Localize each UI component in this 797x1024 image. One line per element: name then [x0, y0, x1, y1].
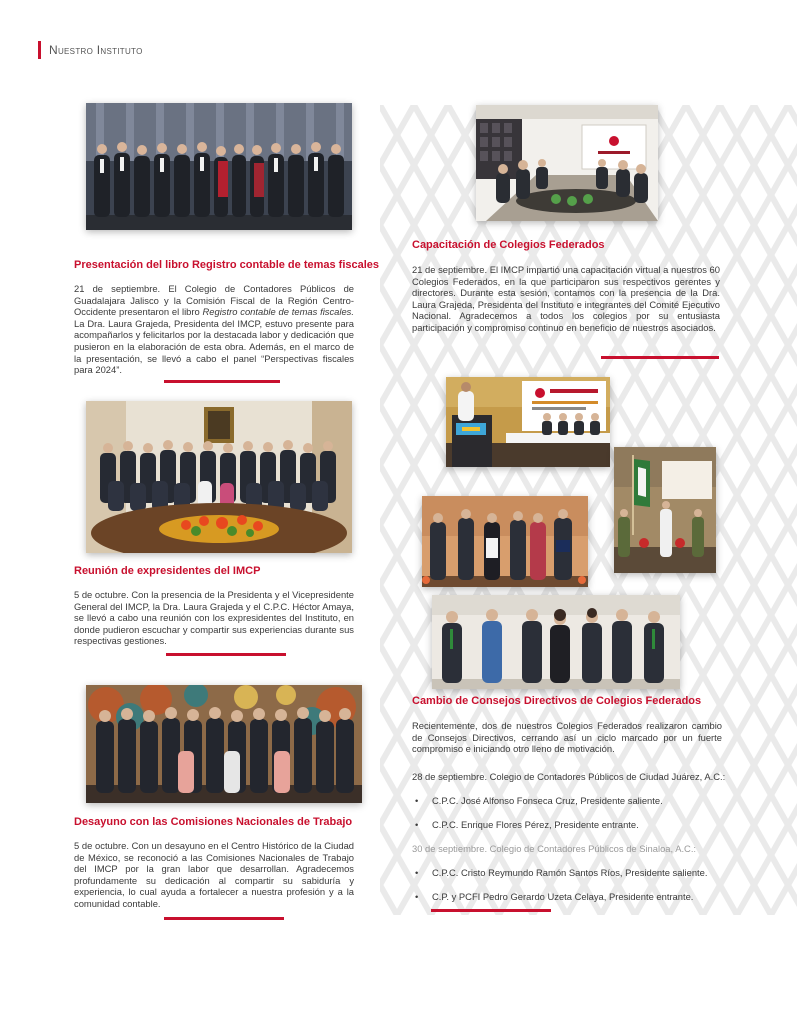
- photo-consejo-bandera: [614, 447, 716, 573]
- bullet-juarez-saliente: • C.P.C. José Alfonso Fonseca Cruz, Presidente saliente.: [415, 795, 663, 806]
- divider-expresidentes: [166, 653, 286, 656]
- section-title: Nuestro Instituto: [49, 43, 143, 57]
- header-accent-bar: [38, 41, 41, 59]
- divider-cambio: [431, 909, 551, 912]
- divider-libro: [164, 380, 280, 383]
- body-libro: 21 de septiembre. El Colegio de Contadores Públicos de Guadalajara Jalisco y la Comisión Fiscal de la Región Centro-Occidente presentaron el libro Registro contable de temas fiscales. La Dra. Laura Grajeda, Presidenta del IMCP, estuvo presente para acompañarlos y felicitarlos por la destacada labor y dedicación que pusieron en la elaboración de esta obra. Además, en el marco de la presentación, se llevó a cabo el panel “Perspectivas fiscales para 2024”.: [74, 283, 354, 376]
- divider-capacitacion: [601, 356, 719, 359]
- body-cambio: Recientemente, dos de nuestros Colegios Federados realizaron cambio de Consejos Directivos, cerrando así un ciclo marcado por un fuerte compromiso e iniciando otro lleno de motivación.: [412, 720, 722, 755]
- title-desayuno: Desayuno con las Comisiones Nacionales de Trabajo: [74, 816, 353, 828]
- running-header: [38, 41, 143, 59]
- body-expresidentes: 5 de octubre. Con la presencia de la Presidenta y el Vicepresidente General del IMCP, la Dra. Laura Grajeda y el C.P.C. Héctor Amaya, se llevó a cabo una reunión con los expresidentes del Instituto, en donde pudieron escuchar y compartir sus experiencias durante sus respectivas gestiones.: [74, 589, 354, 647]
- bullet-sinaloa-entrante: • C.P. y PCFI Pedro Gerardo Uzeta Celaya, Presidente entrante.: [415, 891, 694, 902]
- title-cambio: Cambio de Consejos Directivos de Colegios Federados: [412, 695, 702, 707]
- photo-libro-presentation: [86, 103, 352, 230]
- bullet-juarez-entrante: • C.P.C. Enrique Flores Pérez, Presidente entrante.: [415, 819, 639, 830]
- colegio-sinaloa: 30 de septiembre. Colegio de Contadores Públicos de Sinaloa, A.C.:: [412, 843, 697, 854]
- title-expresidentes: Reunión de expresidentes del IMCP: [74, 565, 261, 577]
- photo-capacitacion: [476, 105, 658, 221]
- body-desayuno: 5 de octubre. Con un desayuno en el Centro Histórico de la Ciudad de México, se reconoció a las Comisiones Nacionales de Trabajo del IMCP por la gran labor que desarrollan. Agradecemos profundamente su dedicación al compartir su sabiduría y experiencia, lo cual ayuda a fortalecer a nuestra profesión y a la comunidad contable.: [74, 840, 354, 909]
- photo-consejo-podium: [446, 377, 610, 467]
- photo-consejo-grupo-1: [422, 496, 588, 587]
- photo-expresidentes: [86, 401, 352, 553]
- photo-desayuno: [86, 685, 362, 803]
- colegio-juarez: 28 de septiembre. Colegio de Contadores Públicos de Ciudad Juárez, A.C.:: [412, 771, 726, 782]
- bullet-sinaloa-saliente: • C.P.C. Cristo Reymundo Ramón Santos Ríos, Presidente saliente.: [415, 867, 708, 878]
- photo-consejo-grupo-2: [432, 595, 680, 689]
- body-capacitacion: 21 de septiembre. El IMCP impartió una capacitación virtual a nuestros 60 Colegios Federados, en la que participaron sus respectivos gerentes y directores. Durante esta sesión, contamos con la presencia de la Dra. Laura Grajeda, Presidenta del Instituto e integrantes del Comité Ejecutivo Nacional. Agradecemos a todos los colegios por su entusiasta participación y compromiso continuo en beneficio de nuestros asociados.: [412, 264, 720, 333]
- divider-desayuno: [164, 917, 284, 920]
- title-libro: Presentación del libro Registro contable de temas fiscales: [74, 259, 380, 271]
- title-capacitacion: Capacitación de Colegios Federados: [412, 239, 605, 251]
